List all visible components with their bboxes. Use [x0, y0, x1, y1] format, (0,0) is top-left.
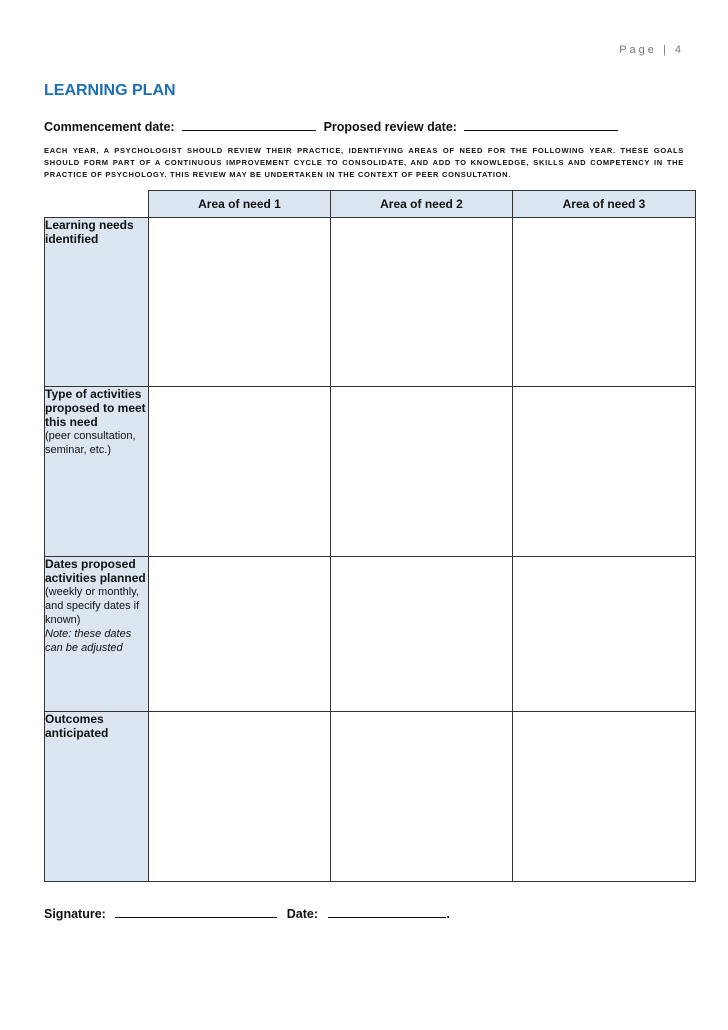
row-header-main: Dates proposed activities planned [45, 557, 146, 585]
signature-line [44, 905, 450, 921]
cell-outcomes-area-2[interactable] [331, 712, 513, 882]
table-header-row [45, 191, 696, 218]
cell-activities-area-3[interactable] [513, 387, 696, 557]
review-date-field[interactable] [464, 118, 618, 131]
table-row-learning-needs [45, 218, 696, 387]
cell-outcomes-area-1[interactable] [149, 712, 331, 882]
date-field[interactable] [328, 905, 446, 918]
commencement-date-field[interactable] [182, 118, 316, 131]
commencement-date-label: Commencement date: [44, 120, 175, 134]
review-date-label: Proposed review date: [323, 120, 457, 134]
row-header-outcomes [45, 712, 149, 882]
row-header-sub: (peer consultation, seminar, etc.) [45, 430, 136, 456]
signature-field[interactable] [115, 905, 277, 918]
page-number: Page | 4 [619, 44, 684, 56]
row-header-main: Outcomes anticipated [45, 712, 109, 740]
learning-plan-table [44, 190, 696, 882]
date-end-mark: . [446, 907, 451, 921]
cell-activities-area-1[interactable] [149, 387, 331, 557]
cell-outcomes-area-3[interactable] [513, 712, 696, 882]
cell-dates-area-2[interactable] [331, 557, 513, 712]
row-header-activities [45, 387, 149, 557]
column-header-area-3: Area of need 3 [513, 191, 696, 218]
date-label: Date: [286, 907, 319, 921]
header-corner [45, 191, 149, 218]
signature-label: Signature: [44, 907, 106, 921]
dates-line [44, 118, 622, 134]
row-header-main: Learning needs identified [45, 218, 134, 246]
table-row-dates [45, 557, 696, 712]
page-title: LEARNING PLAN [44, 82, 176, 99]
cell-learning-needs-area-3[interactable] [513, 218, 696, 387]
row-header-learning-needs [45, 218, 149, 387]
table-row-activities [45, 387, 696, 557]
cell-dates-area-1[interactable] [149, 557, 331, 712]
cell-learning-needs-area-2[interactable] [331, 218, 513, 387]
table-row-outcomes [45, 712, 696, 882]
row-header-sub: (weekly or monthly, and specify dates if known) [45, 586, 140, 626]
column-header-area-2: Area of need 2 [331, 191, 513, 218]
cell-dates-area-3[interactable] [513, 557, 696, 712]
row-header-note: Note: these dates can be adjusted [45, 628, 132, 654]
cell-learning-needs-area-1[interactable] [149, 218, 331, 387]
cell-activities-area-2[interactable] [331, 387, 513, 557]
row-header-main: Type of activities proposed to meet this need [45, 387, 146, 429]
row-header-dates [45, 557, 149, 712]
intro-paragraph: EACH YEAR, A PSYCHOLOGIST SHOULD REVIEW THEIR PRACTICE, IDENTIFYING AREAS OF NEED FOR THE FOLLOWING YEAR. THESE GOALS SHOULD FORM PART OF A CONTINUOUS IMPROVEMENT CYCLE TO CONSOLIDATE, AND ADD TO KNOWLEDGE, SKILLS AND COMPETENCY IN THE PRACTICE OF PSYCHOLOGY. THIS REVIEW MAY BE UNDERTAKEN IN THE CONTEXT OF PEER CONSULTATION. [44, 146, 684, 179]
column-header-area-1: Area of need 1 [149, 191, 331, 218]
